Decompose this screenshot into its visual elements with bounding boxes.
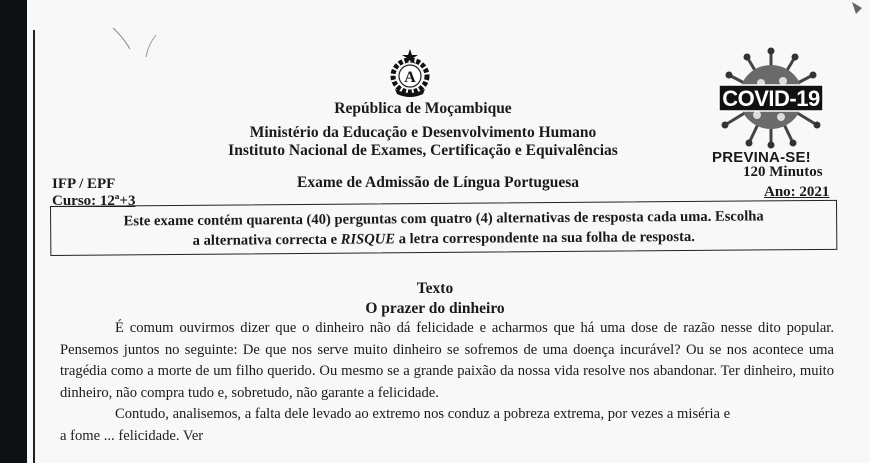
ministry-heading: Ministério da Educação e Desenvolvimento Humano bbox=[249, 124, 597, 141]
republic-heading: República de Moçambique bbox=[334, 100, 512, 117]
svg-text:A: A bbox=[404, 69, 416, 86]
paragraph: É comum ouvirmos dizer que o dinheiro não dá felicidade e acharmos que há uma dose de razão nesse dito popular. Pensemos juntos no seguinte: De que nos serve muito dinheiro se sofremos de uma doença incurável? Ou se nos acontece uma tragédia como a morte de um filho querido. Ou mesmo se a grande paixão da nossa vida resolve nos abandonar. Ter dinheiro, muito dinheiro, não compra tudo e, sobretudo, não garante a felicidade. bbox=[60, 320, 834, 401]
corner-mark-icon bbox=[850, 0, 870, 20]
exam-title: Exame de Admissão de Língua Portuguesa bbox=[297, 174, 580, 191]
covid-slogan: PREVINA-SE! bbox=[712, 149, 811, 166]
instructions-text: a letra correspondente na sua folha de resposta. bbox=[394, 228, 695, 248]
instructions-emphasis: RISQUE bbox=[340, 231, 396, 248]
course-label: Curso: 12ª+3 bbox=[52, 193, 136, 209]
institution-label: IFP / EPF bbox=[52, 176, 116, 192]
page-margin-line bbox=[33, 30, 35, 463]
cut-off-line: a fome ... felicidade. Ver bbox=[60, 427, 204, 444]
exam-duration: 120 Minutos bbox=[743, 164, 823, 180]
exam-year: Ano: 2021 bbox=[764, 184, 830, 200]
instructions-line-1: Este exame contém quarenta (40) perguntas com quatro (4) alternativas de resposta cada uma. Escolha bbox=[123, 208, 764, 230]
mozambique-coat-of-arms-icon bbox=[387, 47, 433, 102]
paragraph: Contudo, analisemos, a falta dele levado ao extremo nos conduz a pobreza extrema, por vezes a miséria e bbox=[115, 406, 731, 422]
reading-passage bbox=[60, 318, 834, 447]
svg-text:COVID-19: COVID-19 bbox=[722, 86, 820, 111]
text-section-label: Texto bbox=[416, 280, 454, 297]
instructions-box bbox=[50, 200, 837, 256]
pen-mark-icon bbox=[108, 25, 168, 65]
dark-background-edge bbox=[0, 0, 27, 463]
institute-heading: Instituto Nacional de Exames, Certificação e Equivalências bbox=[228, 142, 618, 159]
text-title: O prazer do dinheiro bbox=[365, 300, 505, 317]
instructions-text: a alternativa correcta e bbox=[192, 231, 341, 249]
